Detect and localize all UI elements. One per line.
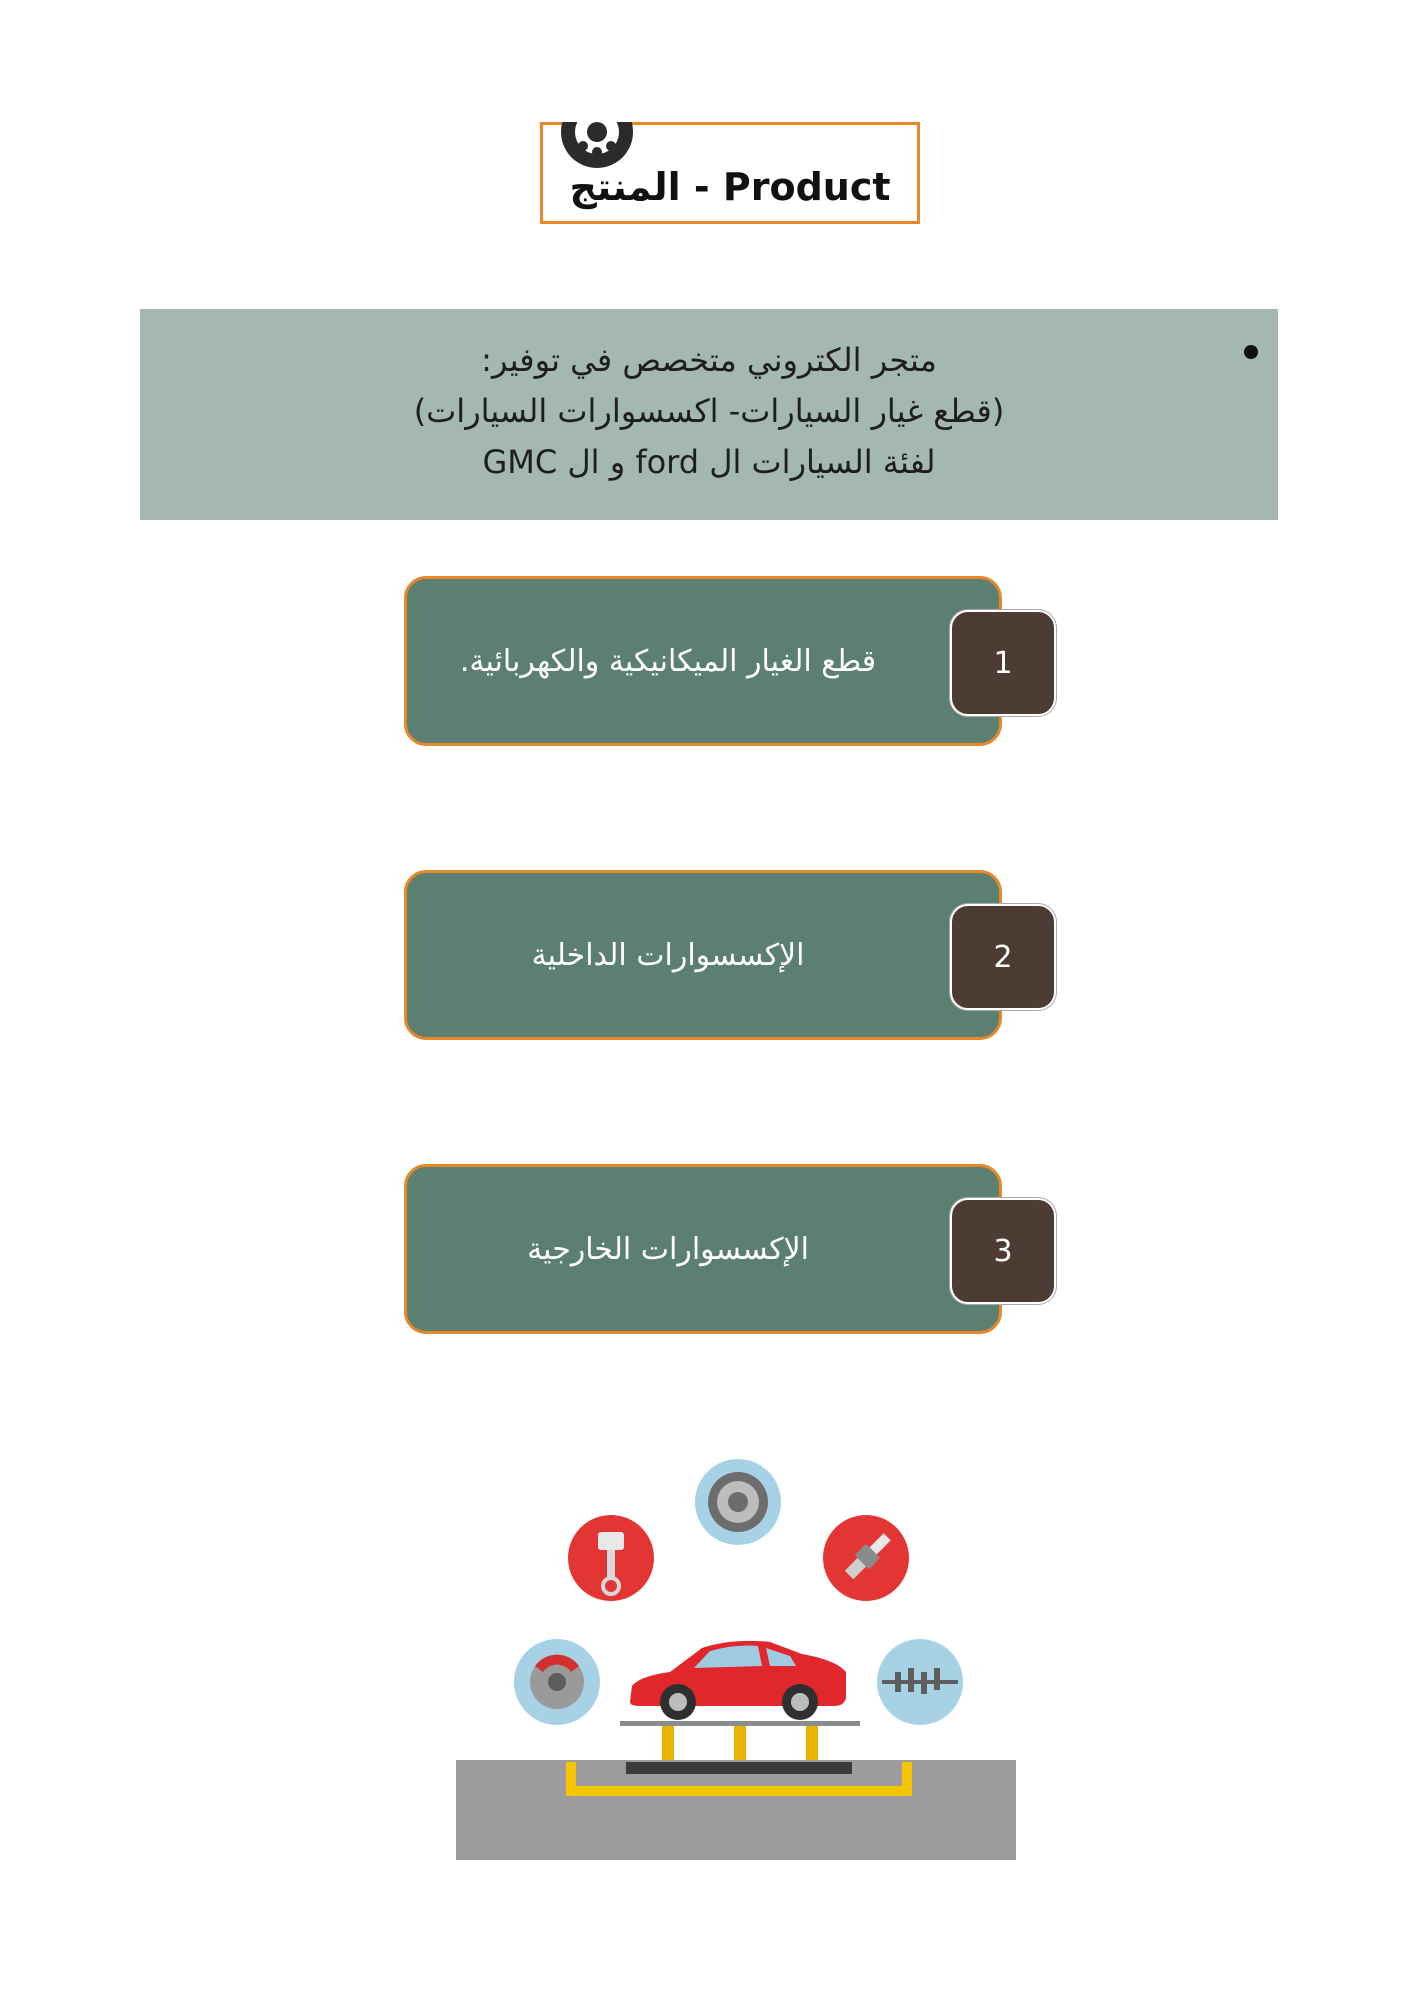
category-card (404, 870, 1002, 1040)
description-text (140, 335, 1278, 488)
crankshaft-icon (877, 1639, 963, 1725)
category-number: 1 (950, 610, 1056, 716)
category-label: قطع الغيار الميكانيكية والكهربائية. (459, 643, 877, 679)
title-box (540, 122, 920, 224)
category-number: 3 (950, 1198, 1056, 1304)
category-card (404, 576, 1002, 746)
clutch-disc-icon (695, 1459, 781, 1545)
car-on-lift-icon (620, 1641, 860, 1760)
category-label: الإكسسوارات الخارجية (527, 1231, 809, 1267)
description-line: متجر الكتروني متخصص في توفير: (481, 341, 937, 379)
description-line: لفئة السيارات ال ford و ال GMC (482, 443, 936, 481)
brake-disc-icon (514, 1639, 600, 1725)
category-card (404, 1164, 1002, 1334)
piston-icon (568, 1515, 654, 1601)
category-number: 2 (950, 904, 1056, 1010)
description-line: (قطع غيار السيارات- اكسسوارات السيارات) (413, 392, 1005, 430)
car-parts-illustration (440, 1440, 1040, 1880)
page-title: المنتج - Product (569, 165, 891, 209)
spark-plug-icon (823, 1515, 909, 1601)
category-label: الإكسسوارات الداخلية (531, 937, 805, 973)
bullet-point (1244, 345, 1258, 359)
description-box (140, 309, 1278, 520)
